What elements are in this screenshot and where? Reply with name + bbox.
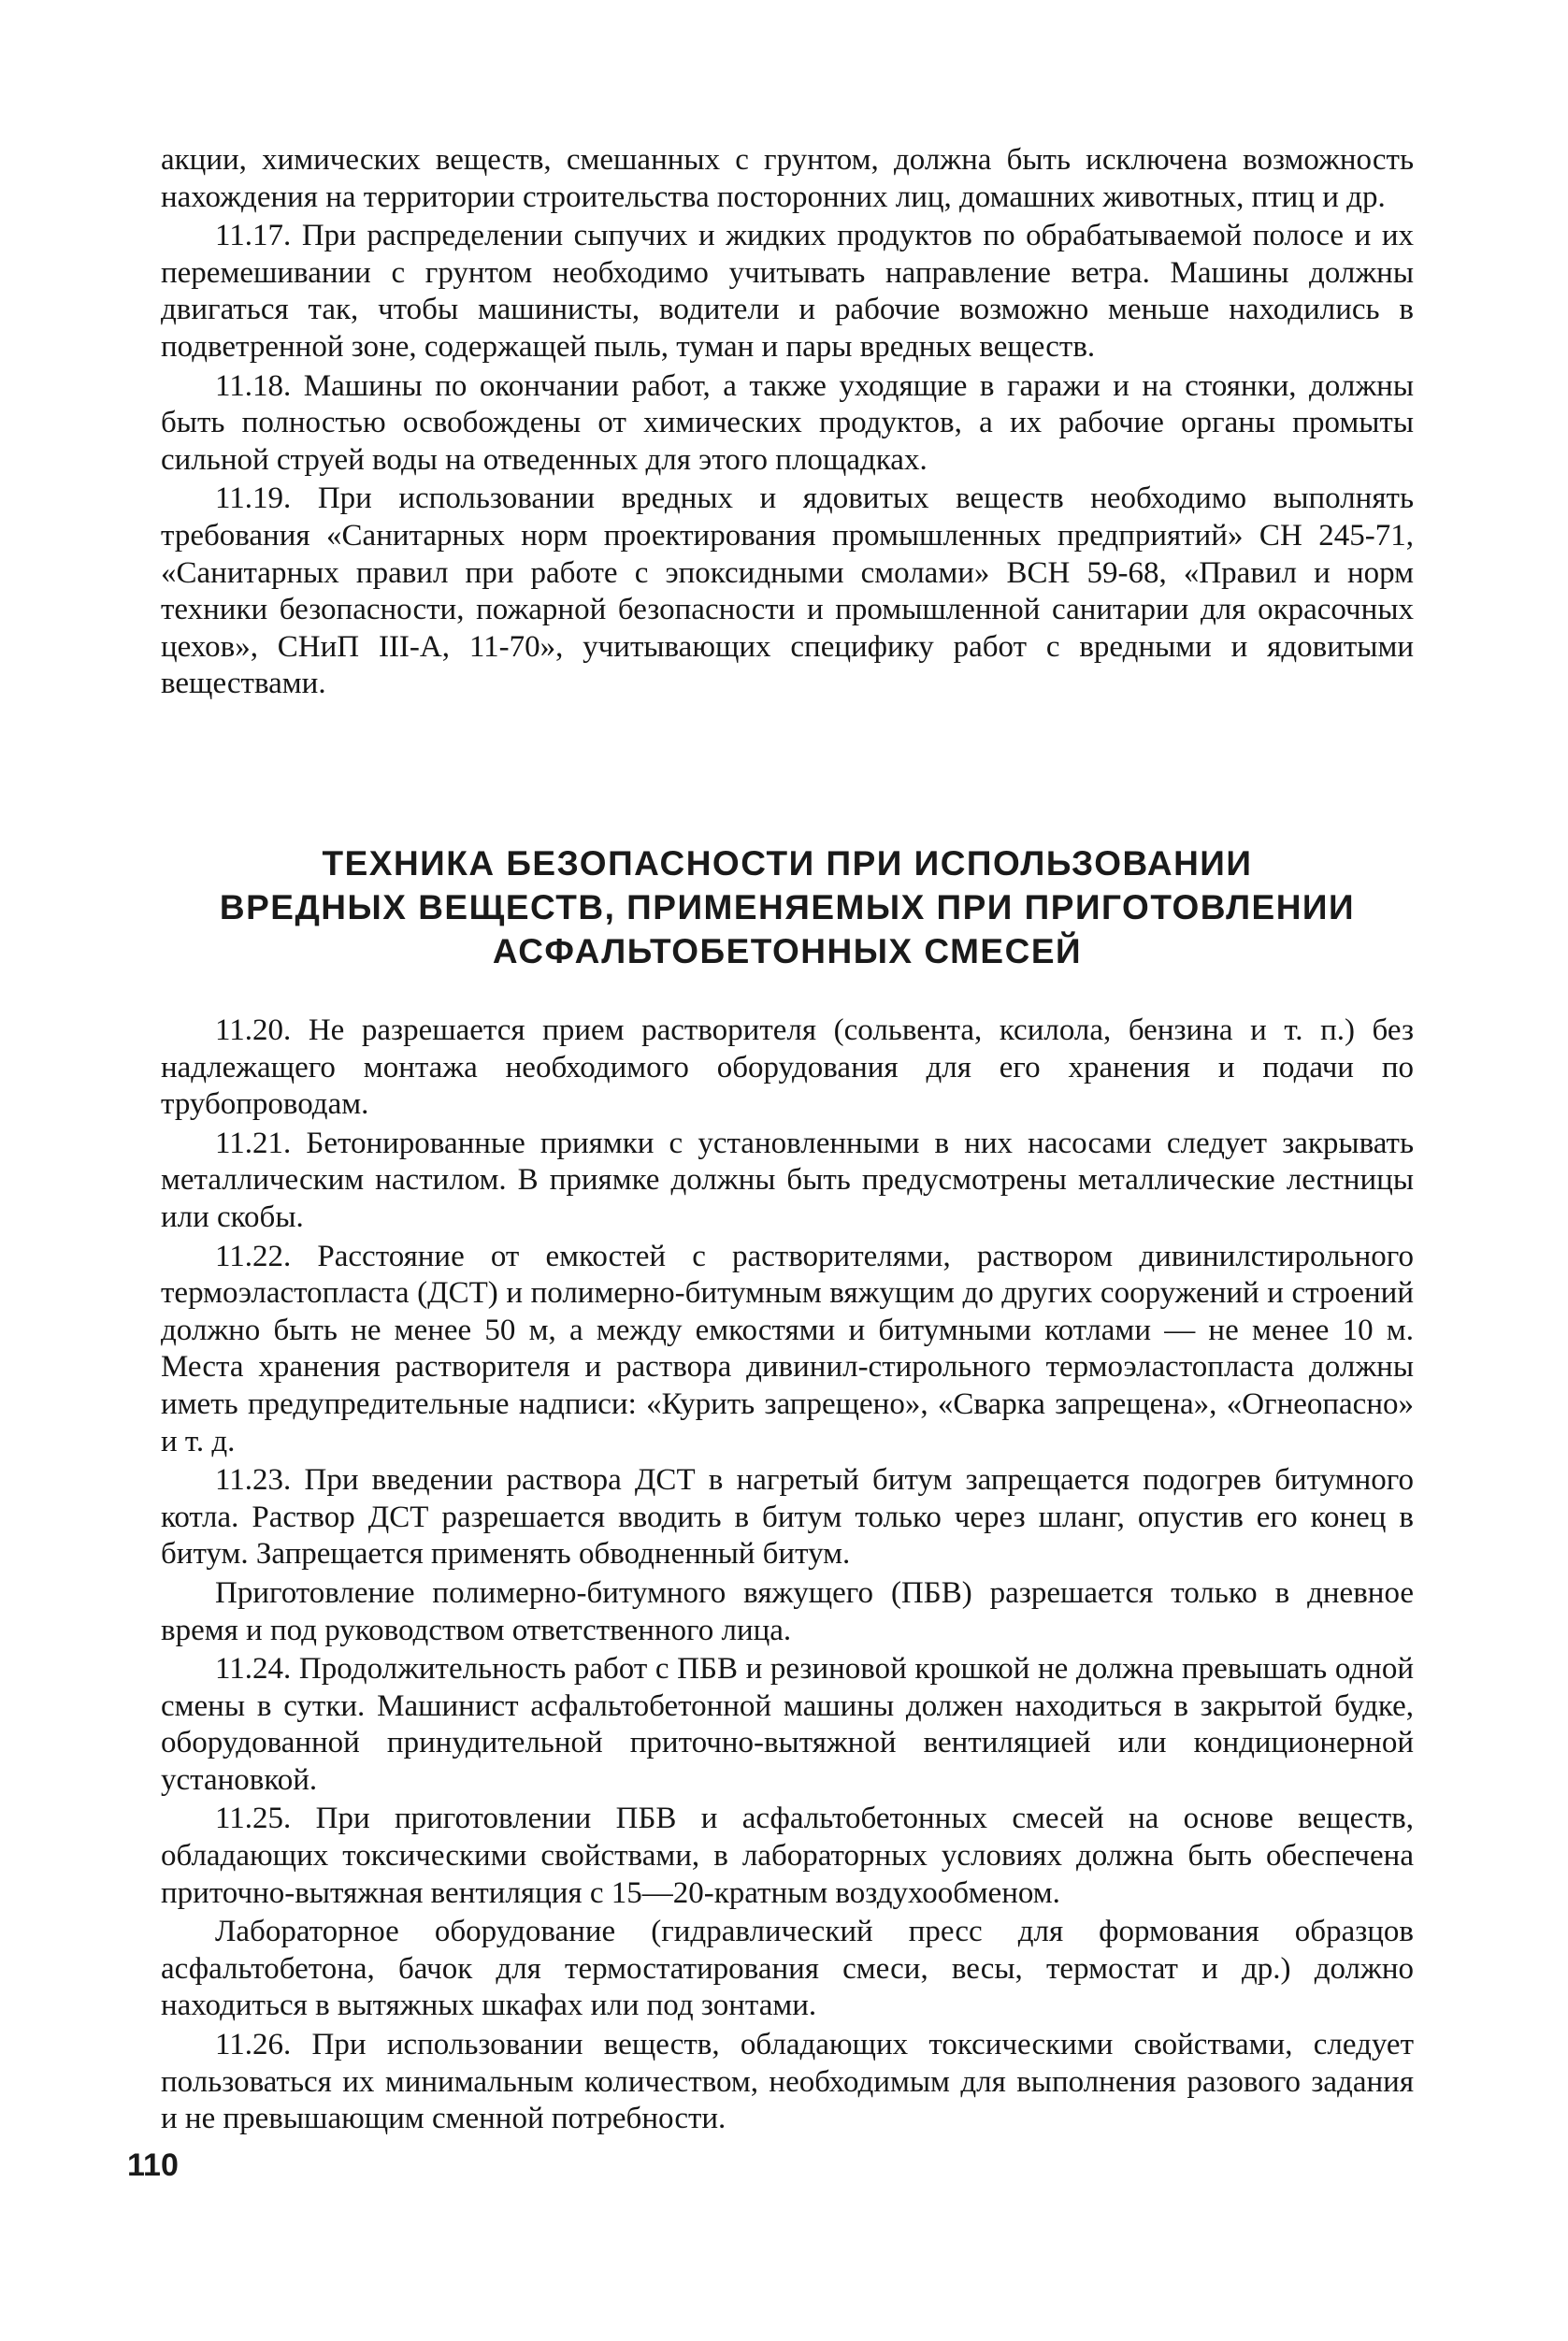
- paragraph-lab-equipment: Лабораторное оборудование (гидравлический пресс для формования образцов асфальтобетона, бачок для термостатирования смеси, весы, термостат и др.) должно находиться в вытяжных шкафах или под зонтами.: [161, 1915, 1414, 2023]
- paragraph-11-18: 11.18. Машины по окончании работ, а также уходящие в гаражи и на стоянки, должны быть полностью освобождены от химических продуктов, а их рабочие органы промыты сильной струей воды на отведенных для этого площадках.: [161, 368, 1414, 477]
- paragraph-11-19: 11.19. При использовании вредных и ядовитых веществ необходимо выполнять требования «Санитарных норм проектирования промышленных предприятий» СН 245-71, «Санитарных правил при работе с эпоксидными смолами» ВСН 59-68, «Правил и норм техники безопасности, пожарной безопасности и промышленной санитарии для окрасочных цехов», СНиП III-А, 11-70», учитывающих специфику работ с вредными и ядовитыми веществами.: [161, 481, 1414, 701]
- paragraph-11-25: 11.25. При приготовлении ПБВ и асфальтобетонных смесей на основе веществ, обладающих токсическими свойствами, в лабораторных условиях должна быть обеспечена приточно-вытяжная вентиляция с 15—20-кратным воздухообменом.: [161, 1802, 1414, 1910]
- page-number: 110: [127, 2147, 179, 2183]
- paragraph-11-21: 11.21. Бетонированные приямки с установленными в них насосами следует закрывать металлическим настилом. В приямке должны быть предусмотрены металлические лестницы или скобы.: [161, 1126, 1414, 1234]
- paragraph-pbv-preparation: Приготовление полимерно-битумного вяжущего (ПБВ) разрешается только в дневное время и под руководством ответственного лица.: [161, 1575, 1414, 1647]
- paragraph-continuation: акции, химических веществ, смешанных с грунтом, должна быть исключена возможность нахождения на территории строительства посторонних лиц, домашних животных, птиц и др.: [161, 143, 1414, 214]
- top-text-block: [161, 142, 1414, 703]
- section-heading-line-2: ВРЕДНЫХ ВЕЩЕСТВ, ПРИМЕНЯЕМЫХ ПРИ ПРИГОТОВЛЕНИИ: [219, 888, 1356, 926]
- paragraph-11-17: 11.17. При распределении сыпучих и жидких продуктов по обрабатываемой полосе и их перемешивании с грунтом необходимо учитывать направление ветра. Машины должны двигаться так, чтобы машинисты, водители и рабочие возможно меньше находились в подветренной зоне, содержащей пыль, туман и пары вредных веществ.: [161, 219, 1414, 364]
- paragraph-11-23: 11.23. При введении раствора ДСТ в нагретый битум запрещается подогрев битумного котла. Раствор ДСТ разрешается вводить в битум только через шланг, опустив его конец в битум. Запрещается применять обводненный битум.: [161, 1463, 1414, 1572]
- paragraph-11-20: 11.20. Не разрешается прием растворителя (сольвента, ксилола, бензина и т. п.) без надлежащего монтажа необходимого оборудования для его хранения и подачи по трубопроводам.: [161, 1013, 1414, 1122]
- section-heading: [161, 841, 1414, 973]
- section-heading-line-3: АСФАЛЬТОБЕТОННЫХ СМЕСЕЙ: [492, 932, 1083, 970]
- paragraph-11-26: 11.26. При использовании веществ, обладающих токсическими свойствами, следует пользоваться их минимальным количеством, необходимым для выполнения разового задания и не превышающим сменной потребности.: [161, 2028, 1414, 2136]
- section-heading-line-1: ТЕХНИКА БЕЗОПАСНОСТИ ПРИ ИСПОЛЬЗОВАНИИ: [322, 844, 1253, 883]
- paragraph-11-24: 11.24. Продолжительность работ с ПБВ и резиновой крошкой не должна превышать одной смены в сутки. Машинист асфальтобетонной машины должен находиться в закрытой будке, оборудованной принудительной приточно-вытяжной вентиляцией или кондиционерной установкой.: [161, 1652, 1414, 1797]
- section-text-block: [161, 1013, 1414, 2138]
- paragraph-11-22: 11.22. Расстояние от емкостей с растворителями, раствором дивинилстирольного термоэластопласта (ДСТ) и полимерно-битумным вяжущим до других сооружений и строений должно быть не менее 50 м, а между емкостями и битумными котлами — не менее 10 м. Места хранения растворителя и раствора дивинил-стирольного термоэластопласта должны иметь предупредительные надписи: «Курить запрещено», «Сварка запрещена», «Огнеопасно» и т. д.: [161, 1239, 1414, 1458]
